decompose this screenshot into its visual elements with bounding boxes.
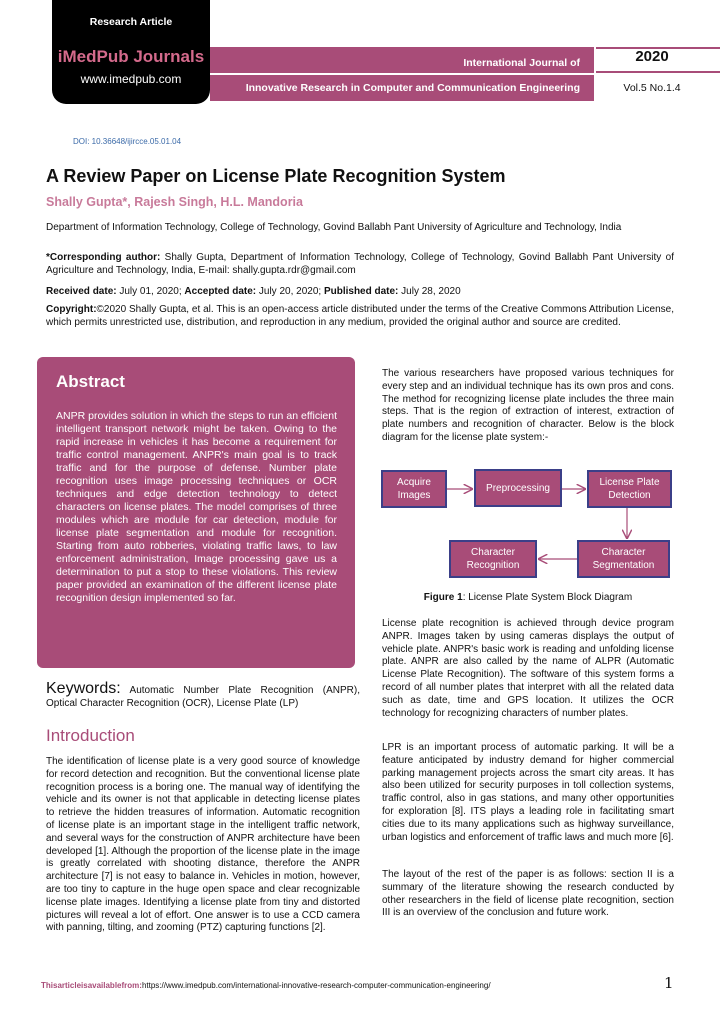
abstract-text: ANPR provides solution in which the steps to run an efficient intelligent transport network might be taken. Owing to the rapid increase in vehicles it has become a requirement for traffic control management. ANPR's main goal is to track traffic and for the purpose of defense. Number plate recognition uses image processing techniques or OCR techniques and edge detection technology to detect characters on license plates. The model comprises of three modules which are module for car detection, module for license plate segmentation and module for recognition. Starting from auto robberies, violating traffic laws, to law enforcement administration, Image processing gave us a determination to put a stop to these violations. This review paper provided an examination of the different license plate recognition design implemented so far. [56, 410, 337, 604]
introduction-heading: Introduction [46, 726, 135, 745]
node-acquire-line1: Acquire [397, 477, 431, 488]
published-label: Published date: [323, 286, 399, 297]
accepted-label: Accepted date: [184, 286, 257, 297]
article-dates [46, 285, 674, 298]
figure-caption [382, 592, 674, 603]
received-date: July 01, 2020; [116, 286, 185, 297]
journal-name-line2: Innovative Research in Computer and Communication Engineering [245, 82, 580, 94]
right-paragraph-1: The various researchers have proposed various techniques for every step and an individual technique has its own pros and cons. The method for recognizing license plate includes the three main steps. That is the region of extraction of interest, extraction of plate numbers and recognition of character. Below is the block diagram for the license plate system:- [382, 368, 674, 443]
node-preprocessing [474, 469, 562, 507]
published-date: July 28, 2020 [398, 286, 461, 297]
figure-caption-label: Figure 1 [423, 592, 463, 603]
copyright-text: ©2020 Shally Gupta, et al. This is an open-access article distributed under the terms of the Creative Commons Attribution License, which permits unrestricted use, distribution, and reproduction in any medium, provided the original author and source are credited. [46, 304, 674, 328]
corresponding-author-text: Shally Gupta, Department of Information Technology, College of Technology, Govind Ballabh Pant University of Agriculture and Technology, India, E-mail: shally.gupta.rdr@gmail.com [46, 252, 674, 276]
node-acquire-images [381, 470, 447, 508]
figure-caption-text: : License Plate System Block Diagram [462, 592, 633, 603]
node-license-line1: License Plate [599, 477, 660, 488]
keywords [46, 682, 360, 710]
right-paragraph-4: The layout of the rest of the paper is as follows: section II is a summary of the literature showing the research conducted by other researchers in the field of license plate recognition, section III is an overview of the conclusion and future work. [382, 869, 674, 919]
node-license-plate-detection [587, 470, 672, 508]
corresponding-author [46, 251, 674, 277]
received-label: Received date: [46, 286, 117, 297]
copyright-notice [46, 303, 674, 329]
journal-name-line1: International Journal of [463, 57, 580, 69]
accepted-date: July 20, 2020; [256, 286, 324, 297]
node-character-recognition [449, 540, 537, 578]
node-segmentation-line2: Segmentation [592, 560, 655, 571]
abstract-heading: Abstract [56, 372, 125, 391]
footer-url[interactable]: https://www.imedpub.com/international-innovative-research-computer-communication-engineering/ [141, 981, 491, 990]
right-paragraph-3: LPR is an important process of automatic parking. It will be a feature anticipated by industry demand for higher commercial parking management projects across the smart city areas. It has also been utilized for security purposes in toll collection systems, traffic control, also in gas stations, and many other opportunities for exploration [8]. ITS plays a leading role in facilitating smart cities due to its many applications such as highway surveillance, urban logistics and enforcement of traffic laws and much more [6]. [382, 742, 674, 843]
volume-issue: Vol.5 No.1.4 [623, 82, 681, 94]
affiliation: Department of Information Technology, College of Technology, Govind Ballabh Pant University of Agriculture and Technology, India [46, 222, 622, 233]
node-recognition-line1: Character [471, 547, 515, 558]
node-preprocessing-label: Preprocessing [486, 482, 550, 494]
node-license-line2: Detection [608, 490, 651, 501]
node-character-segmentation [577, 540, 670, 578]
article-type-label: Research Article [89, 16, 173, 28]
corresponding-author-label: *Corresponding author: [46, 252, 161, 263]
right-paragraph-2: License plate recognition is achieved through device program ANPR. Images taken by using cameras displays the output of vehicle plate. ANPR's basic work is reading and unfolding license plate. ANPR are also called by the name of ALPR (Automatic License Plate Recognition). The software of this system forms a record of all number plates that interpret with all the related data such as date, time and GPS location. It utilizes the OCR technology for recognizing characters of number plates. [382, 618, 674, 719]
footer-lead: Thisarticleisavailablefrom: [41, 981, 142, 990]
author-list: Shally Gupta*, Rajesh Singh, H.L. Mandoria [46, 195, 303, 209]
node-acquire-line2: Images [397, 490, 431, 501]
publisher-logo: iMedPub Journals [57, 47, 205, 66]
keywords-text: Automatic Number Plate Recognition (ANPR), Optical Character Recognition (OCR), License Plate (LP) [46, 685, 360, 709]
doi-link[interactable]: DOI: 10.36648/ijircce.05.01.04 [73, 137, 182, 146]
keywords-label: Keywords: [46, 680, 121, 697]
footer-availability [41, 981, 491, 990]
node-segmentation-line1: Character [601, 547, 646, 558]
node-recognition-line2: Recognition [466, 560, 520, 571]
introduction-paragraph: The identification of license plate is a very good source of knowledge for record detection and recognition. But the conventional license plate recognition process is a boring one. The manual way of identifying the vehicle and its owner is not that applicable in detecting license plates to retrieve the hidden treasures of information. Automatic recognition of license plate is an important stage in the intelligent traffic network, and several ways for the construction of ANPR architecture have been developed [1]. Although the proportion of the license plate in the image is greatly correlated with shooting distance, therefore the ANPR architecture [7] is not easy to balance in. Vehicles in motion, however, are too tiny to capture in the huge open space and clear recognizable license plate images. Identifying a license plate from tiny and distorted pictures will reveal a lot of effort. One answer is to use a CCD camera with panning, tilting, and zooming (PTZ) capturing functions [2]. [46, 756, 360, 934]
paper-title: A Review Paper on License Plate Recognition System [46, 166, 506, 186]
publication-year: 2020 [635, 48, 669, 65]
copyright-label: Copyright: [46, 304, 97, 315]
page-number: 1 [664, 974, 674, 992]
publisher-website[interactable]: www.imedpub.com [80, 72, 182, 86]
